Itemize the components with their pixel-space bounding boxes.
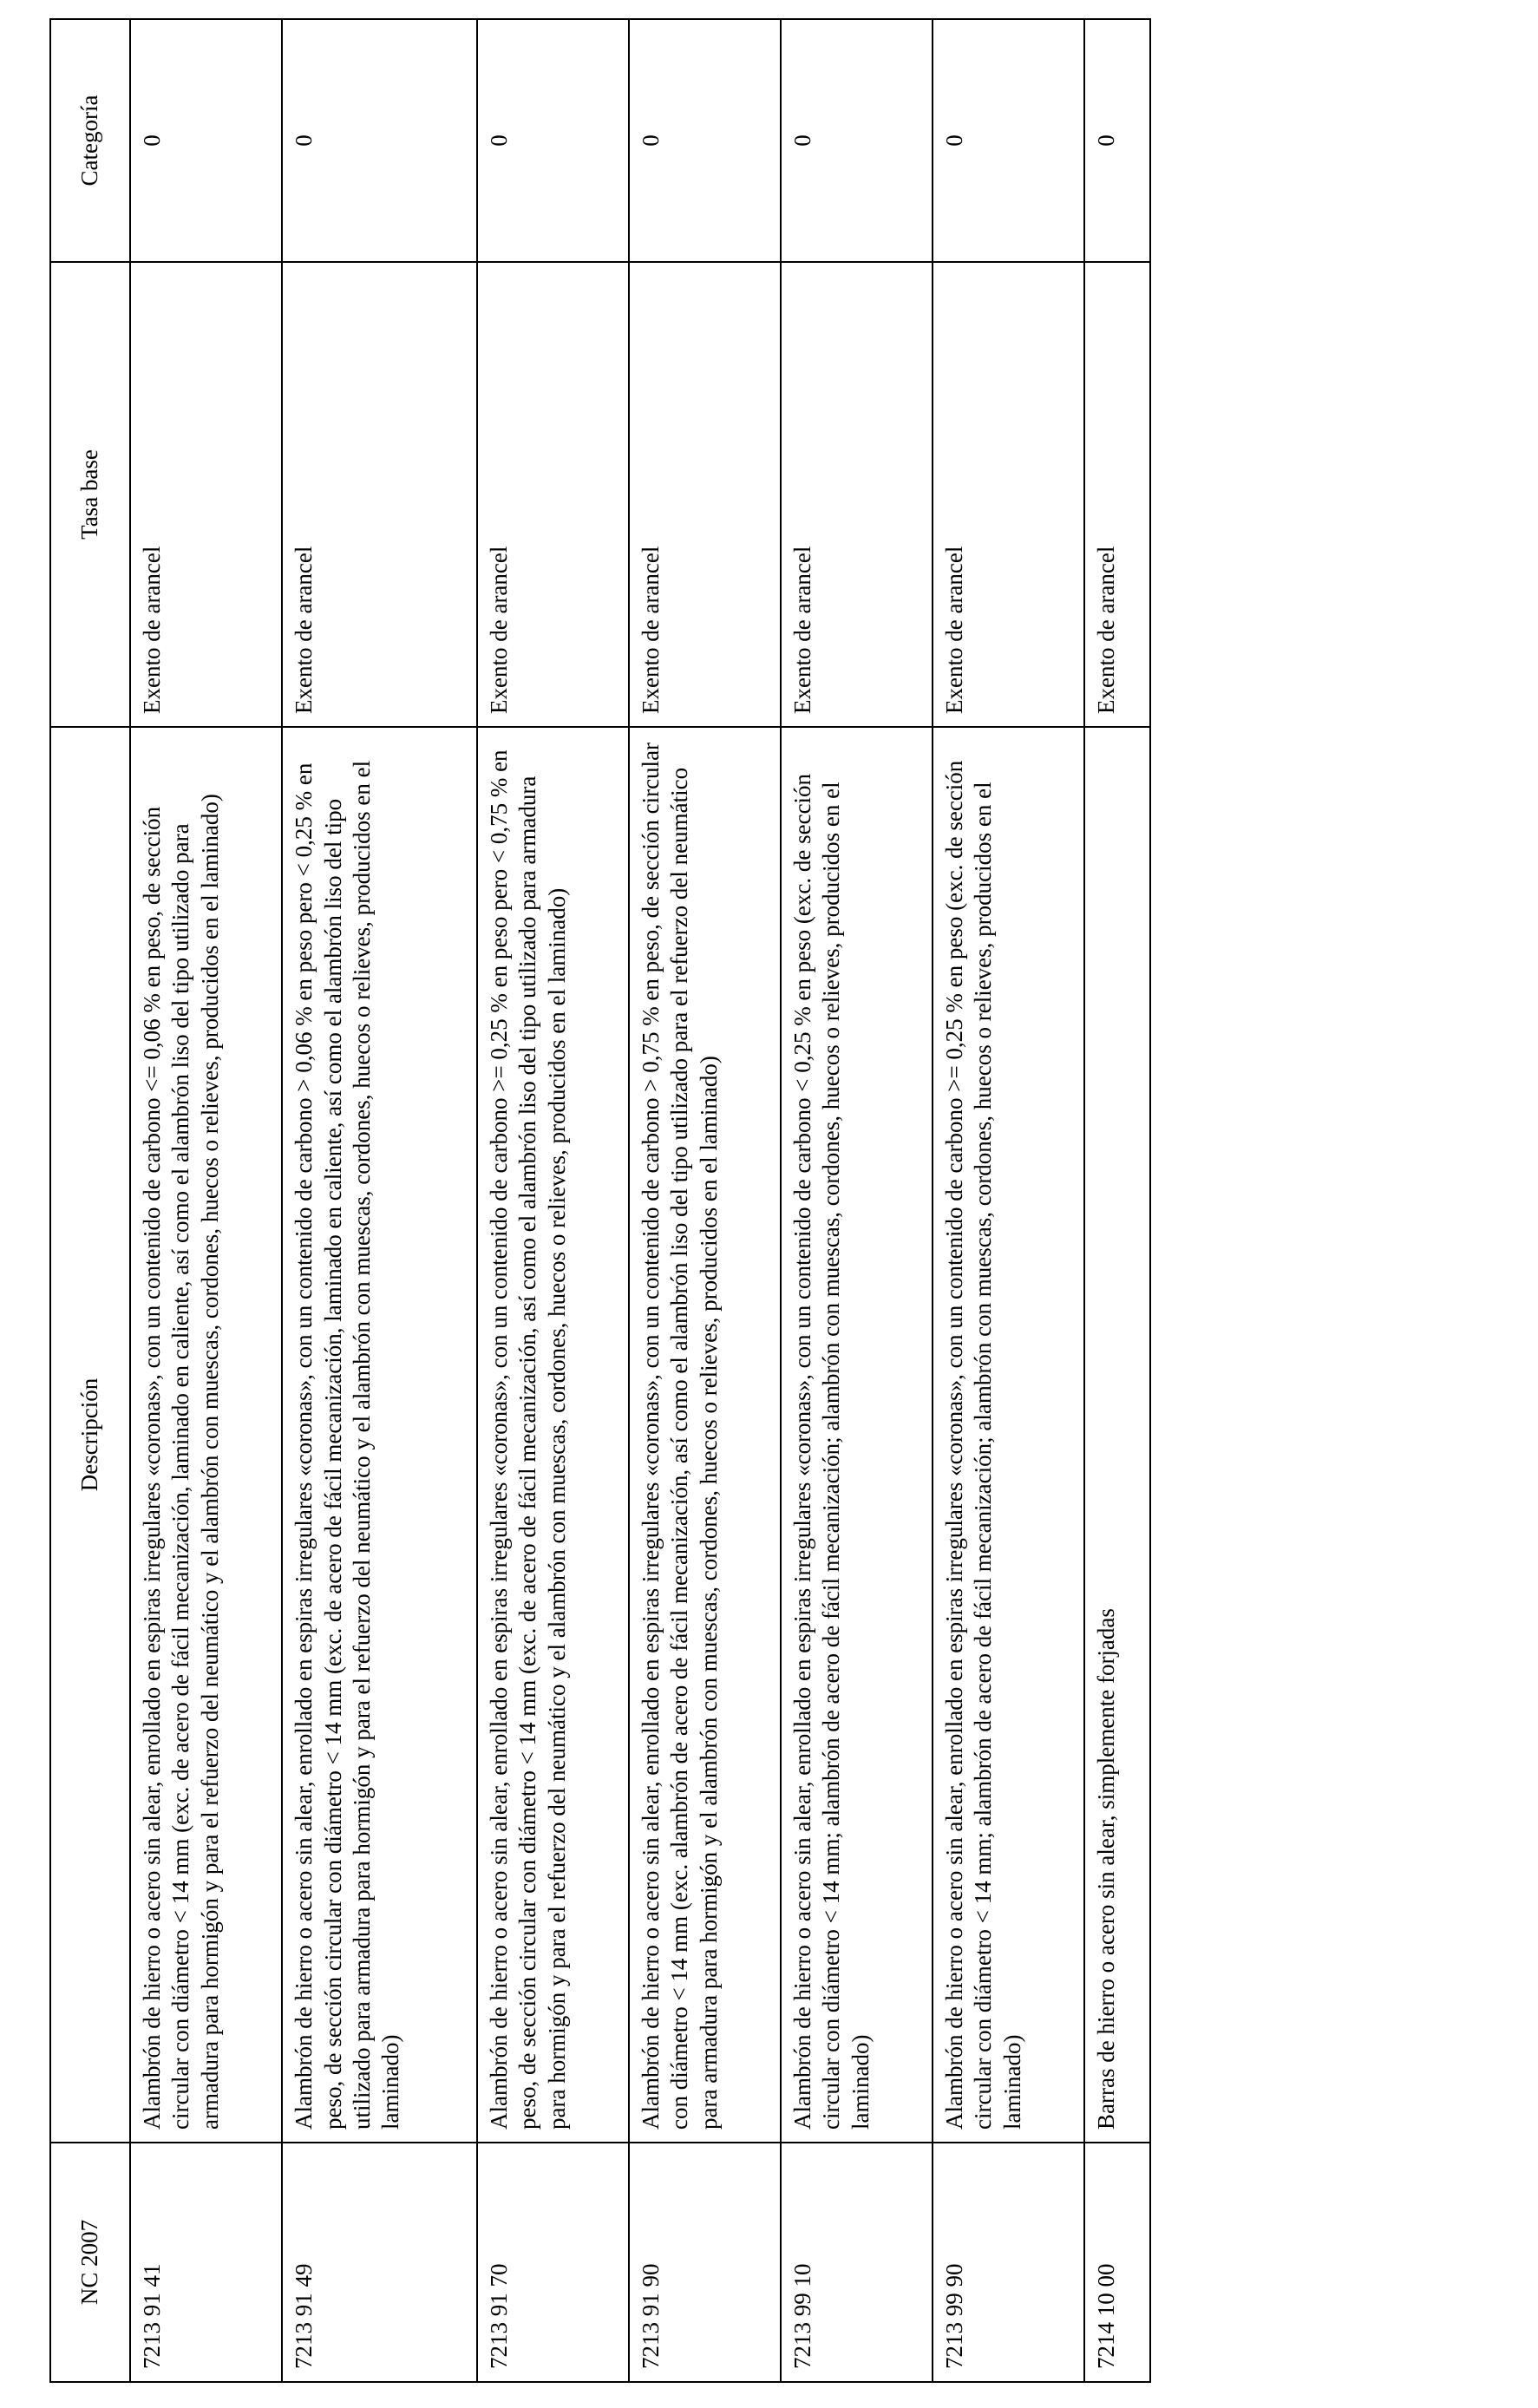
table-row <box>781 19 933 2382</box>
cell-code: 7213 99 90 <box>933 2143 1084 2382</box>
cell-category: 0 <box>933 19 1084 262</box>
cell-category: 0 <box>282 19 477 262</box>
cell-description: Alambrón de hierro o acero sin alear, enrollado en espiras irregulares «coronas», con un contenido de carbono >= 0,25 % en peso (exc. de sección circular con diámetro < 14 mm; alambrón de acero de fácil mecanización; alambrón con muescas, cordones, huecos o relieves, producidos en el laminado) <box>933 727 1084 2143</box>
cell-description: Barras de hierro o acero sin alear, simplemente forjadas <box>1084 727 1150 2143</box>
cell-category: 0 <box>781 19 933 262</box>
table-row <box>933 19 1084 2382</box>
table-row <box>130 19 282 2382</box>
table-row <box>629 19 781 2382</box>
cell-rate: Exento de arancel <box>781 262 933 727</box>
rotated-page <box>49 20 1151 2383</box>
cell-category: 0 <box>130 19 282 262</box>
cell-code: 7213 91 49 <box>282 2143 477 2382</box>
header-descripcion: Descripción <box>50 727 130 2143</box>
header-categoria: Categoría <box>50 19 130 262</box>
table-header-row <box>50 19 130 2382</box>
cell-description: Alambrón de hierro o acero sin alear, enrollado en espiras irregulares «coronas», con un contenido de carbono <= 0,06 % en peso, de sección circular con diámetro < 14 mm (exc. de acero de fácil mecanización, laminado en caliente, así como el alambrón liso del tipo utilizado para armadura para hormigón y para el refuerzo del neumático y el alambrón con muescas, cordones, huecos o relieves, producidos en el laminado) <box>130 727 282 2143</box>
cell-code: 7214 10 00 <box>1084 2143 1150 2382</box>
cell-description: Alambrón de hierro o acero sin alear, enrollado en espiras irregulares «coronas», con un contenido de carbono < 0,25 % en peso (exc. de sección circular con diámetro < 14 mm; alambrón de acero de fácil mecanización; alambrón con muescas, cordones, huecos o relieves, producidos en el laminado) <box>781 727 933 2143</box>
cell-code: 7213 91 90 <box>629 2143 781 2382</box>
table-row <box>477 19 629 2382</box>
cell-rate: Exento de arancel <box>629 262 781 727</box>
cell-rate: Exento de arancel <box>130 262 282 727</box>
cell-code: 7213 99 10 <box>781 2143 933 2382</box>
cell-description: Alambrón de hierro o acero sin alear, enrollado en espiras irregulares «coronas», con un contenido de carbono > 0,75 % en peso, de sección circular con diámetro < 14 mm (exc. alambrón de acero de fácil mecanización, así como el alambrón liso del tipo utilizado para el refuerzo del neumático para armadura para hormigón y el alambrón con muescas, cordones, huecos o relieves, producidos en el laminado) <box>629 727 781 2143</box>
cell-code: 7213 91 41 <box>130 2143 282 2382</box>
cell-rate: Exento de arancel <box>477 262 629 727</box>
header-tasa-base: Tasa base <box>50 262 130 727</box>
table-row <box>1084 19 1150 2382</box>
cell-code: 7213 91 70 <box>477 2143 629 2382</box>
header-nc-2007: NC 2007 <box>50 2143 130 2382</box>
cell-rate: Exento de arancel <box>1084 262 1150 727</box>
cell-rate: Exento de arancel <box>282 262 477 727</box>
cell-category: 0 <box>477 19 629 262</box>
cell-description: Alambrón de hierro o acero sin alear, enrollado en espiras irregulares «coronas», con un contenido de carbono > 0,06 % en peso pero < 0,25 % en peso, de sección circular con diámetro < 14 mm (exc. de acero de fácil mecanización, laminado en caliente, así como el alambrón liso del tipo utilizado para armadura para hormigón y para el refuerzo del neumático y el alambrón con muescas, cordones, huecos o relieves, producidos en el laminado) <box>282 727 477 2143</box>
table-row <box>282 19 477 2382</box>
cell-description: Alambrón de hierro o acero sin alear, enrollado en espiras irregulares «coronas», con un contenido de carbono >= 0,25 % en peso pero < 0,75 % en peso, de sección circular con diámetro < 14 mm (exc. de acero de fácil mecanización, así como el alambrón liso del tipo utilizado para armadura para hormigón y para el refuerzo del neumático y el alambrón con muescas, cordones, huecos o relieves, producidos en el laminado) <box>477 727 629 2143</box>
cell-rate: Exento de arancel <box>933 262 1084 727</box>
cell-category: 0 <box>1084 19 1150 262</box>
tariff-table <box>49 18 1151 2383</box>
cell-category: 0 <box>629 19 781 262</box>
